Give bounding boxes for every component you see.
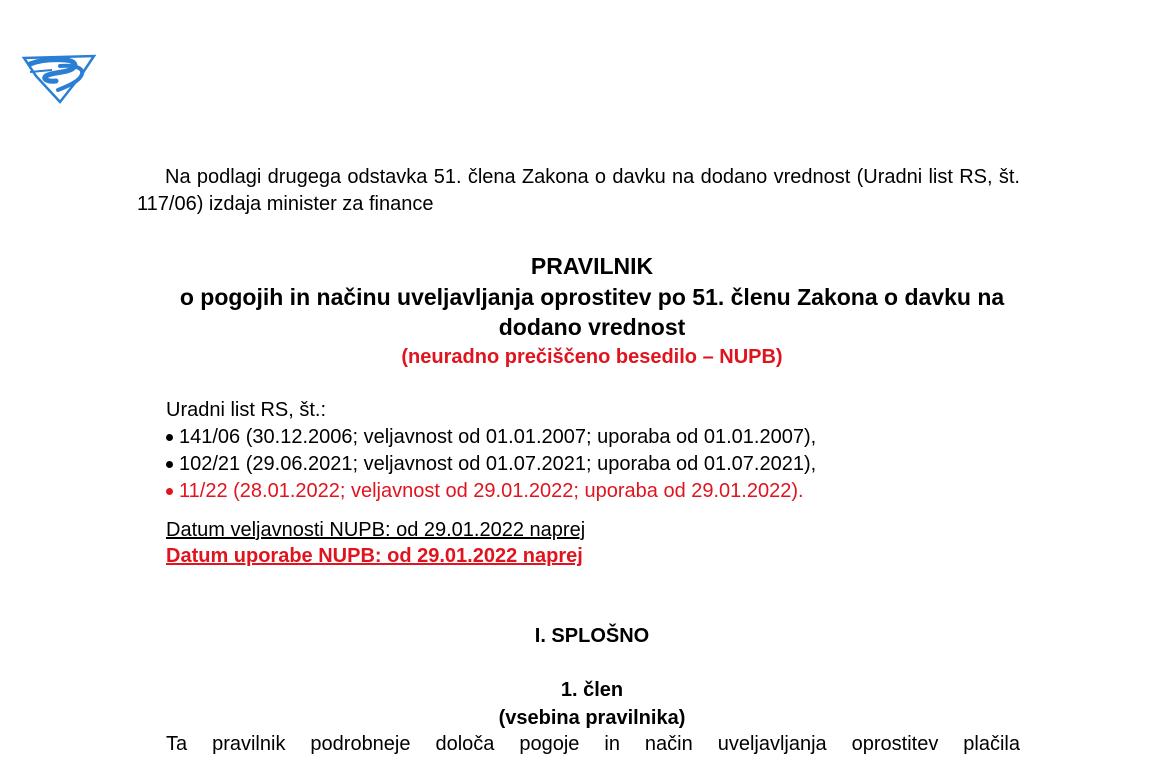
article-body: Ta pravilnik podrobneje določa pogoje in način uveljavljanja oprostitev plačila (166, 733, 1020, 755)
document-subtitle: o pogojih in načinu uveljavljanja oprostitev po 51. členu Zakona o davku na dodano vrednost (179, 284, 1005, 340)
gazette-list (166, 424, 816, 505)
application-date: Datum uporabe NUPB: od 29.01.2022 naprej (166, 545, 583, 567)
gazette-item-text: 11/22 (28.01.2022; veljavnost od 29.01.2022; uporaba od 29.01.2022). (179, 480, 804, 502)
article-title: (vsebina pravilnika) (498, 707, 686, 729)
list-item (166, 478, 816, 505)
sd-logo-icon (22, 50, 96, 104)
list-item (166, 451, 816, 478)
list-item (166, 424, 816, 451)
gazette-heading: Uradni list RS, št.: (166, 399, 327, 421)
gazette-item-text: 141/06 (30.12.2006; veljavnost od 01.01.2007; uporaba od 01.01.2007), (179, 426, 817, 448)
bullet-icon (166, 434, 173, 441)
chapter-heading: I. SPLOŠNO (534, 625, 650, 647)
document-title: PRAVILNIK (530, 253, 654, 279)
gazette-item-text: 102/21 (29.06.2021; veljavnost od 01.07.2021; uporaba od 01.07.2021), (179, 453, 817, 475)
article-number: 1. člen (560, 679, 624, 701)
document-note: (neuradno prečiščeno besedilo – NUPB) (401, 346, 783, 368)
bullet-icon (166, 461, 173, 468)
bullet-icon (166, 488, 173, 495)
intro-paragraph: Na podlagi drugega odstavka 51. člena Zakona o davku na dodano vrednost (Uradni list RS, št. 117/06) izdaja minister za finance (137, 166, 1020, 215)
validity-date: Datum veljavnosti NUPB: od 29.01.2022 naprej (166, 519, 586, 541)
